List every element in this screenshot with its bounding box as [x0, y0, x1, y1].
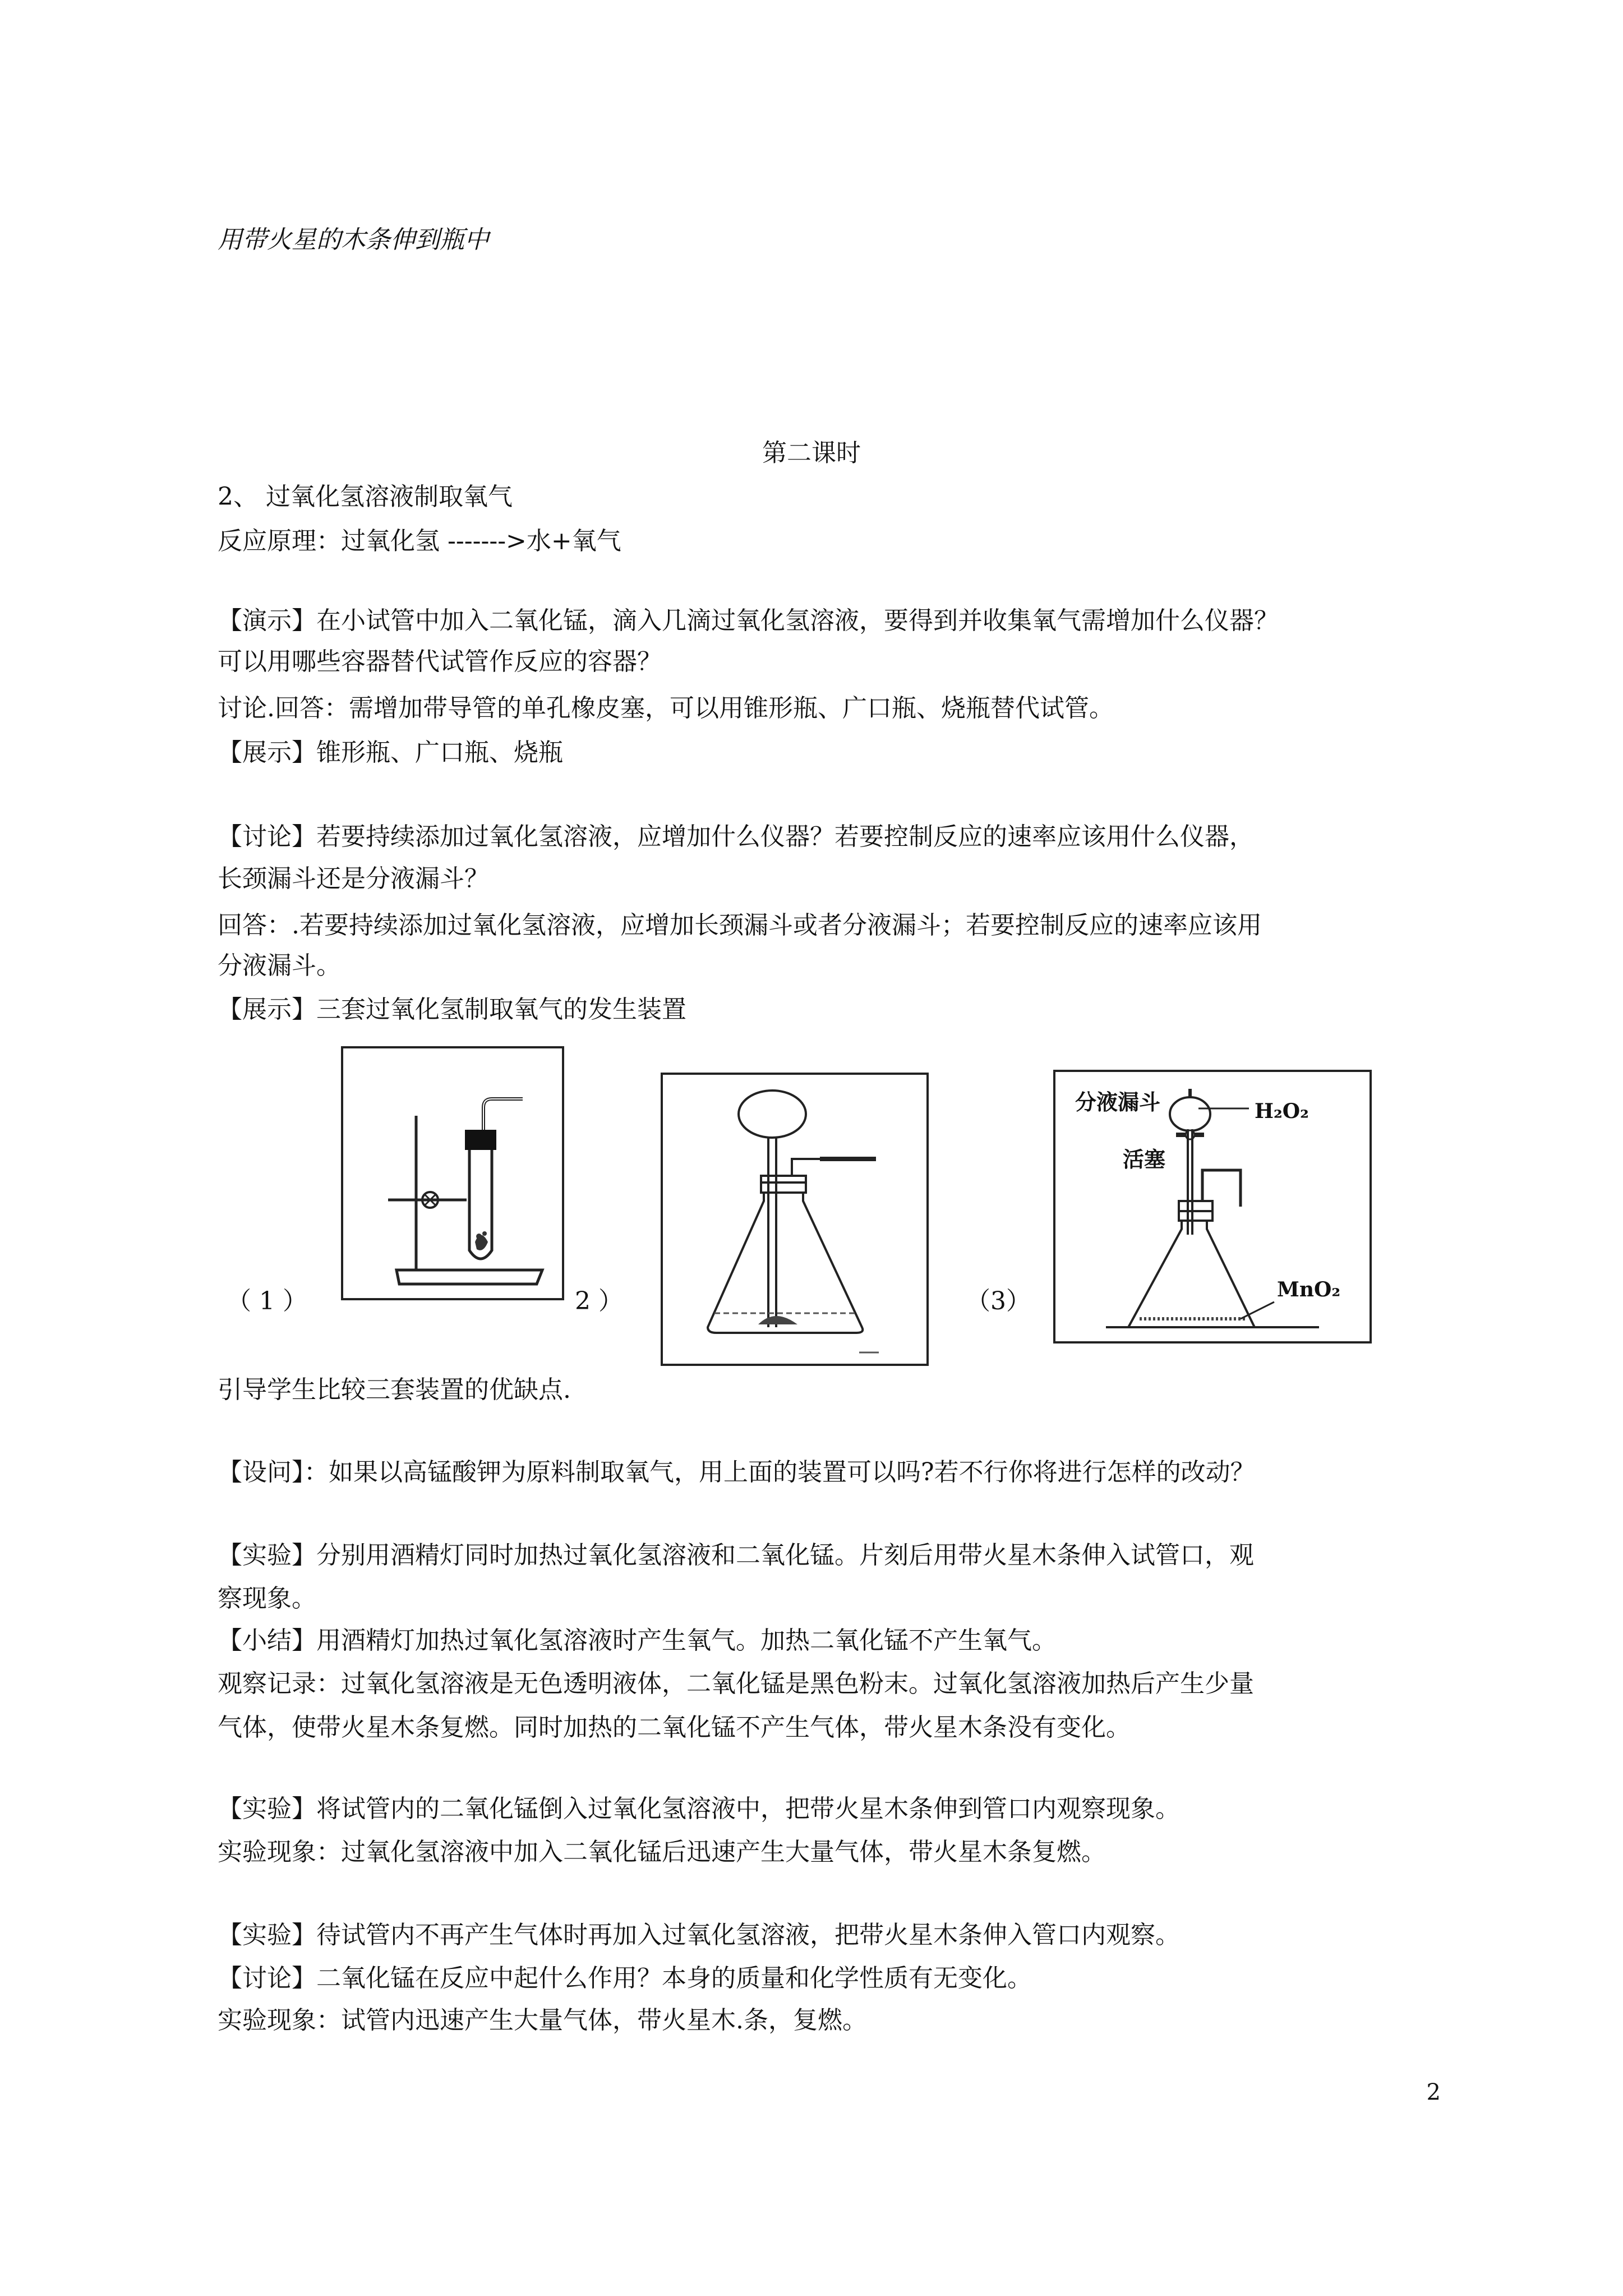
text-line: 反应原理：过氧化氢 ------->水+氧气 — [218, 527, 621, 555]
text-line: 分液漏斗。 — [218, 951, 341, 980]
text-line: 【展示】锥形瓶、广口瓶、烧瓶 — [218, 738, 563, 767]
text-line: 引导学生比较三套装置的优缺点. — [218, 1375, 571, 1404]
figure-1-label: （ 1 ） — [227, 1287, 307, 1315]
text-line: 【设问】：如果以高锰酸钾为原料制取氧气，用上面的装置可以吗?若不行你将进行怎样的改动？ — [218, 1458, 1255, 1487]
intro-line: 用带火星的木条伸到瓶中 — [218, 226, 489, 254]
text-line: 【演示】在小试管中加入二氧化锰，滴入几滴过氧化氢溶液，要得到并收集氧气需增加什么仪器？ — [218, 606, 1279, 635]
text-line: 实验现象：过氧化氢溶液中加入二氧化锰后迅速产生大量气体，带火星木条复燃。 — [218, 1838, 1106, 1866]
text-line: 【讨论】二氧化锰在反应中起什么作用？本身的质量和化学性质有无变化。 — [218, 1964, 1032, 1993]
page-number: 2 — [1426, 2079, 1441, 2105]
text-line: 讨论.回答：需增加带导管的单孔橡皮塞，可以用锥形瓶、广口瓶、烧瓶替代试管。 — [218, 694, 1114, 723]
text-line: 长颈漏斗还是分液漏斗？ — [218, 864, 489, 893]
text-line: 【展示】三套过氧化氢制取氧气的发生装置 — [218, 995, 686, 1024]
figure-1-test-tube-apparatus — [341, 1046, 564, 1300]
text-line: 【实验】将试管内的二氧化锰倒入过氧化氢溶液中，把带火星木条伸到管口内观察现象。 — [218, 1795, 1180, 1823]
fig3-h2o2-label: H₂O₂ — [1255, 1099, 1309, 1123]
text-line: 2、 过氧化氢溶液制取氧气 — [218, 482, 513, 511]
section-title: 第二课时 — [762, 439, 861, 467]
text-line: 【实验】待试管内不再产生气体时再加入过氧化氢溶液，把带火星木条伸入管口内观察。 — [218, 1921, 1180, 1949]
figure-1-drawing — [343, 1048, 562, 1298]
text-line: 实验现象：试管内迅速产生大量气体，带火星木.条，复燃。 — [218, 2006, 867, 2035]
text-line: 【讨论】若要持续添加过氧化氢溶液，应增加什么仪器？若要控制反应的速率应该用什么仪器， — [218, 822, 1254, 851]
text-line: 【小结】用酒精灯加热过氧化氢溶液时产生氧气。加热二氧化锰不产生氧气。 — [218, 1626, 1057, 1655]
text-line: 气体，使带火星木条复燃。同时加热的二氧化锰不产生气体，带火星木条没有变化。 — [218, 1713, 1131, 1742]
text-line: 【实验】分别用酒精灯同时加热过氧化氢溶液和二氧化锰。片刻后用带火星木条伸入试管口，观 — [218, 1541, 1254, 1570]
fig3-mno2-label: MnO₂ — [1277, 1278, 1341, 1301]
fig3-funnel-label: 分液漏斗 — [1075, 1090, 1161, 1115]
figure-3-separatory-funnel-apparatus — [1053, 1070, 1372, 1343]
figure-3-label: （3） — [966, 1287, 1031, 1315]
figure-2-label: 2 ） — [575, 1287, 623, 1315]
text-line: 察现象。 — [218, 1584, 316, 1613]
figure-2-flask-funnel-apparatus — [661, 1073, 929, 1366]
text-line: 回答：.若要持续添加过氧化氢溶液，应增加长颈漏斗或者分液漏斗；若要控制反应的速率应该用 — [218, 911, 1262, 940]
figure-2-drawing — [663, 1075, 926, 1364]
fig3-valve-label: 活塞 — [1123, 1147, 1166, 1172]
text-line: 观察记录：过氧化氢溶液是无色透明液体，二氧化锰是黑色粉末。过氧化氢溶液加热后产生少量 — [218, 1669, 1254, 1698]
text-line: 可以用哪些容器替代试管作反应的容器？ — [218, 647, 662, 676]
